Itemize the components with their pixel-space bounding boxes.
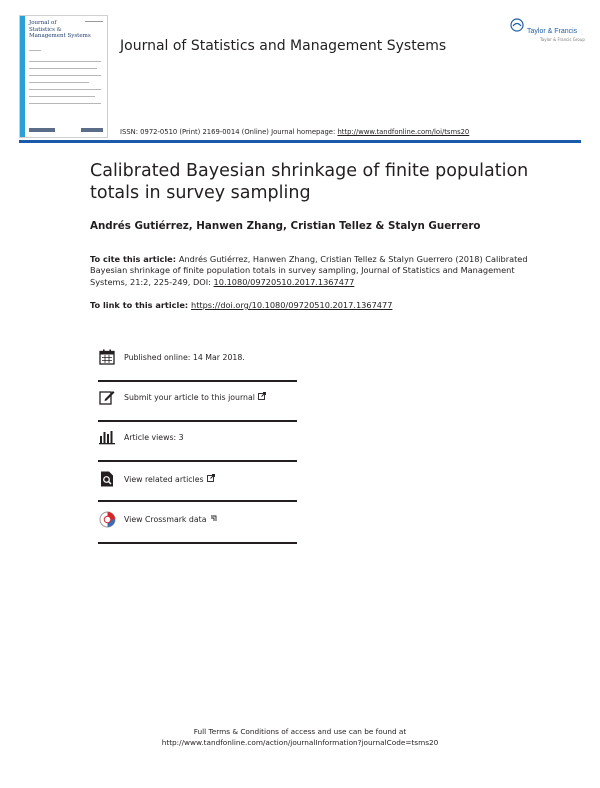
article-link-line [90, 300, 392, 310]
published-online-label: Published online: 14 Mar 2018. [124, 352, 245, 362]
item-divider [98, 542, 297, 544]
cover-stripe [20, 16, 25, 137]
external-link-icon [258, 392, 266, 402]
cover-text-line [29, 82, 89, 83]
taylor-francis-icon [510, 18, 524, 32]
journal-cover-image [19, 15, 108, 138]
search-document-icon [98, 470, 116, 488]
bar-chart-icon [98, 428, 116, 446]
journal-title: Journal of Statistics and Management Systems [120, 38, 447, 54]
citation-block [90, 254, 530, 288]
citation-label: To cite this article: [90, 254, 179, 264]
calendar-icon [98, 348, 116, 366]
cover-title: Journal of Statistics & Management Systems [29, 20, 91, 39]
citation-doi-link[interactable]: 10.1080/09720510.2017.1367477 [213, 276, 355, 287]
cover-text-line [29, 61, 101, 62]
issn-text: ISSN: 0972-0510 (Print) 2169-0014 (Online) Journal homepage: [120, 128, 338, 136]
edit-icon [98, 388, 116, 406]
publisher-logo-text: Taylor & Francis [527, 28, 578, 35]
related-articles-link[interactable] [98, 460, 297, 498]
header-divider [19, 140, 581, 143]
citation-text: Andrés Gutiérrez, Hanwen Zhang, Cristian Tellez & Stalyn Guerrero (2018) Calibrated Bayesian shrinkage of finite population totals in survey sampling, Journal of Statistics and Management Systems, 21:2, 225-249, DOI: [90, 254, 528, 287]
publisher-logo-subtext: Taylor & Francis Group [540, 37, 585, 42]
submit-article-link[interactable] [98, 378, 297, 416]
external-link-icon [210, 514, 218, 524]
crossmark-label: View Crossmark data [124, 514, 207, 524]
cover-text-line [29, 89, 101, 90]
cover-publisher-logos [29, 126, 103, 133]
published-online-row [98, 338, 297, 376]
journal-homepage-link[interactable]: http://www.tandfonline.com/loi/tsms20 [337, 128, 470, 136]
publisher-logo[interactable] [510, 18, 585, 42]
submit-article-label: Submit your article to this journal [124, 392, 255, 402]
cover-text-line [29, 50, 41, 51]
terms-footer [0, 727, 600, 748]
article-authors: Andrés Gutiérrez, Hanwen Zhang, Cristian Tellez & Stalyn Guerrero [90, 220, 481, 232]
crossmark-link[interactable] [98, 500, 297, 538]
cover-volume-line [85, 21, 103, 22]
terms-footer-line1: Full Terms & Conditions of access and use can be found at [193, 727, 407, 736]
related-articles-label: View related articles [124, 474, 204, 484]
cover-text-line [29, 96, 95, 97]
crossmark-icon [98, 510, 116, 528]
article-doi-link[interactable]: https://doi.org/10.1080/09720510.2017.1367477 [191, 300, 393, 310]
article-title: Calibrated Bayesian shrinkage of finite population totals in survey sampling [90, 161, 529, 203]
cover-text-line [29, 68, 97, 69]
terms-footer-link[interactable]: http://www.tandfonline.com/action/journalInformation?journalCode=tsms20 [161, 737, 439, 747]
article-views-label: Article views: 3 [124, 432, 184, 442]
article-views-row [98, 418, 297, 456]
issn-line [120, 128, 469, 136]
article-link-label: To link to this article: [90, 300, 191, 310]
cover-text-line [29, 75, 101, 76]
cover-text-line [29, 103, 101, 104]
external-link-icon [207, 474, 215, 484]
